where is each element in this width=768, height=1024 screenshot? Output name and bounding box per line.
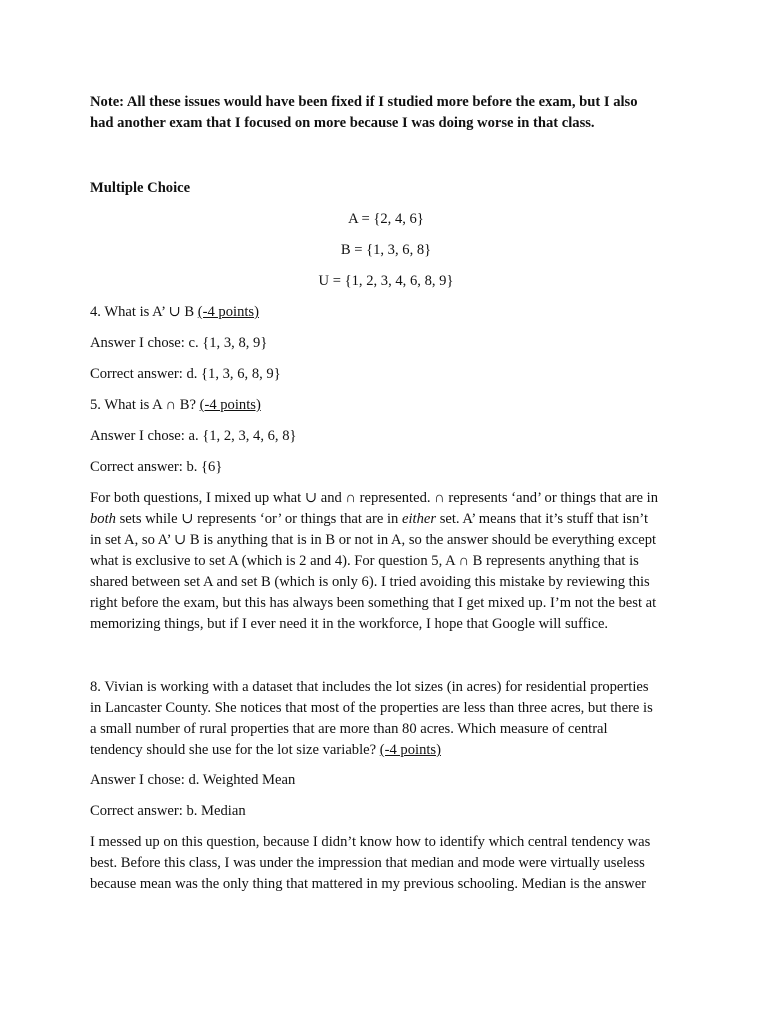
explanation-2-line-3: because mean was the only thing that mattered in my previous schooling. Median is the answer: [90, 876, 647, 892]
set-u: U = {1, 2, 3, 4, 6, 8, 9}: [318, 273, 454, 289]
explanation-1-line-5: shared between set A and set B (which is only 6). I tried avoiding this mistake by reviewing this: [90, 574, 650, 590]
question-5: [90, 395, 682, 416]
question-5-text: 5. What is A ∩ B?: [90, 397, 200, 413]
question-8-line-4-text: tendency should she use for the lot size variable?: [90, 742, 380, 758]
question-4: [90, 302, 682, 323]
explanation-1-line-2-a: sets while ∪ represents ‘or’ or things that are in: [115, 511, 403, 527]
note-line-2: had another exam that I focused on more because I was doing worse in that class.: [90, 115, 595, 131]
explanation-1-line-4: what is exclusive to set A (which is 2 and 4). For question 5, A ∩ B represents anything that is: [90, 553, 639, 569]
question-5-chosen-answer: Answer I chose: a. {1, 2, 3, 4, 6, 8}: [90, 428, 297, 444]
question-8-line-1: 8. Vivian is working with a dataset that includes the lot sizes (in acres) for residential properties: [90, 679, 649, 695]
question-4-correct-answer: Correct answer: d. {1, 3, 6, 8, 9}: [90, 366, 281, 382]
question-8-line-3: a small number of rural properties that are more than 80 acres. Which measure of central: [90, 721, 608, 737]
explanation-1-line-6: right before the exam, but this has always been something that I get mixed up. I’m not the best at: [90, 595, 657, 611]
explanation-paragraph-2: [90, 832, 682, 895]
emphasis-both: both: [90, 511, 116, 527]
explanation-1-line-2-b: set. A’ means that it’s stuff that isn’t: [436, 511, 649, 527]
question-8-line-2: in Lancaster County. She notices that most of the properties are less than three acres, but there is: [90, 700, 653, 716]
explanation-1-line-1: For both questions, I mixed up what ∪ and ∩ represented. ∩ represents ‘and’ or things that are in: [90, 490, 659, 506]
note-paragraph: [90, 92, 682, 134]
question-8-points: (-4 points): [379, 742, 441, 758]
set-a: A = {2, 4, 6}: [348, 211, 424, 227]
question-4-chosen-answer: Answer I chose: c. {1, 3, 8, 9}: [90, 335, 268, 351]
question-5-correct-answer: Correct answer: b. {6}: [90, 459, 223, 475]
question-4-text: 4. What is A’ ∪ B: [90, 304, 198, 320]
question-5-points: (-4 points): [199, 397, 261, 413]
explanation-1-line-7: memorizing things, but if I ever need it in the workforce, I hope that Google will suffice.: [90, 616, 609, 632]
explanation-1-line-2: [90, 509, 682, 530]
question-8-correct-answer: Correct answer: b. Median: [90, 803, 246, 819]
document-page: [90, 92, 682, 895]
question-8: [90, 677, 682, 761]
question-8-chosen-answer: Answer I chose: d. Weighted Mean: [90, 772, 296, 788]
explanation-1-line-3: in set A, so A’ ∪ B is anything that is in B or not in A, so the answer should be everything except: [90, 532, 657, 548]
explanation-paragraph-1: [90, 488, 682, 635]
question-8-line-4: [90, 740, 682, 761]
set-b: B = {1, 3, 6, 8}: [340, 242, 432, 258]
section-title: Multiple Choice: [90, 180, 191, 196]
emphasis-either: either: [402, 511, 437, 527]
explanation-2-line-2: best. Before this class, I was under the impression that median and mode were virtually useless: [90, 855, 645, 871]
question-4-points: (-4 points): [197, 304, 259, 320]
explanation-2-line-1: I messed up on this question, because I didn’t know how to identify which central tendency was: [90, 834, 651, 850]
note-line-1: Note: All these issues would have been fixed if I studied more before the exam, but I also: [90, 94, 638, 110]
